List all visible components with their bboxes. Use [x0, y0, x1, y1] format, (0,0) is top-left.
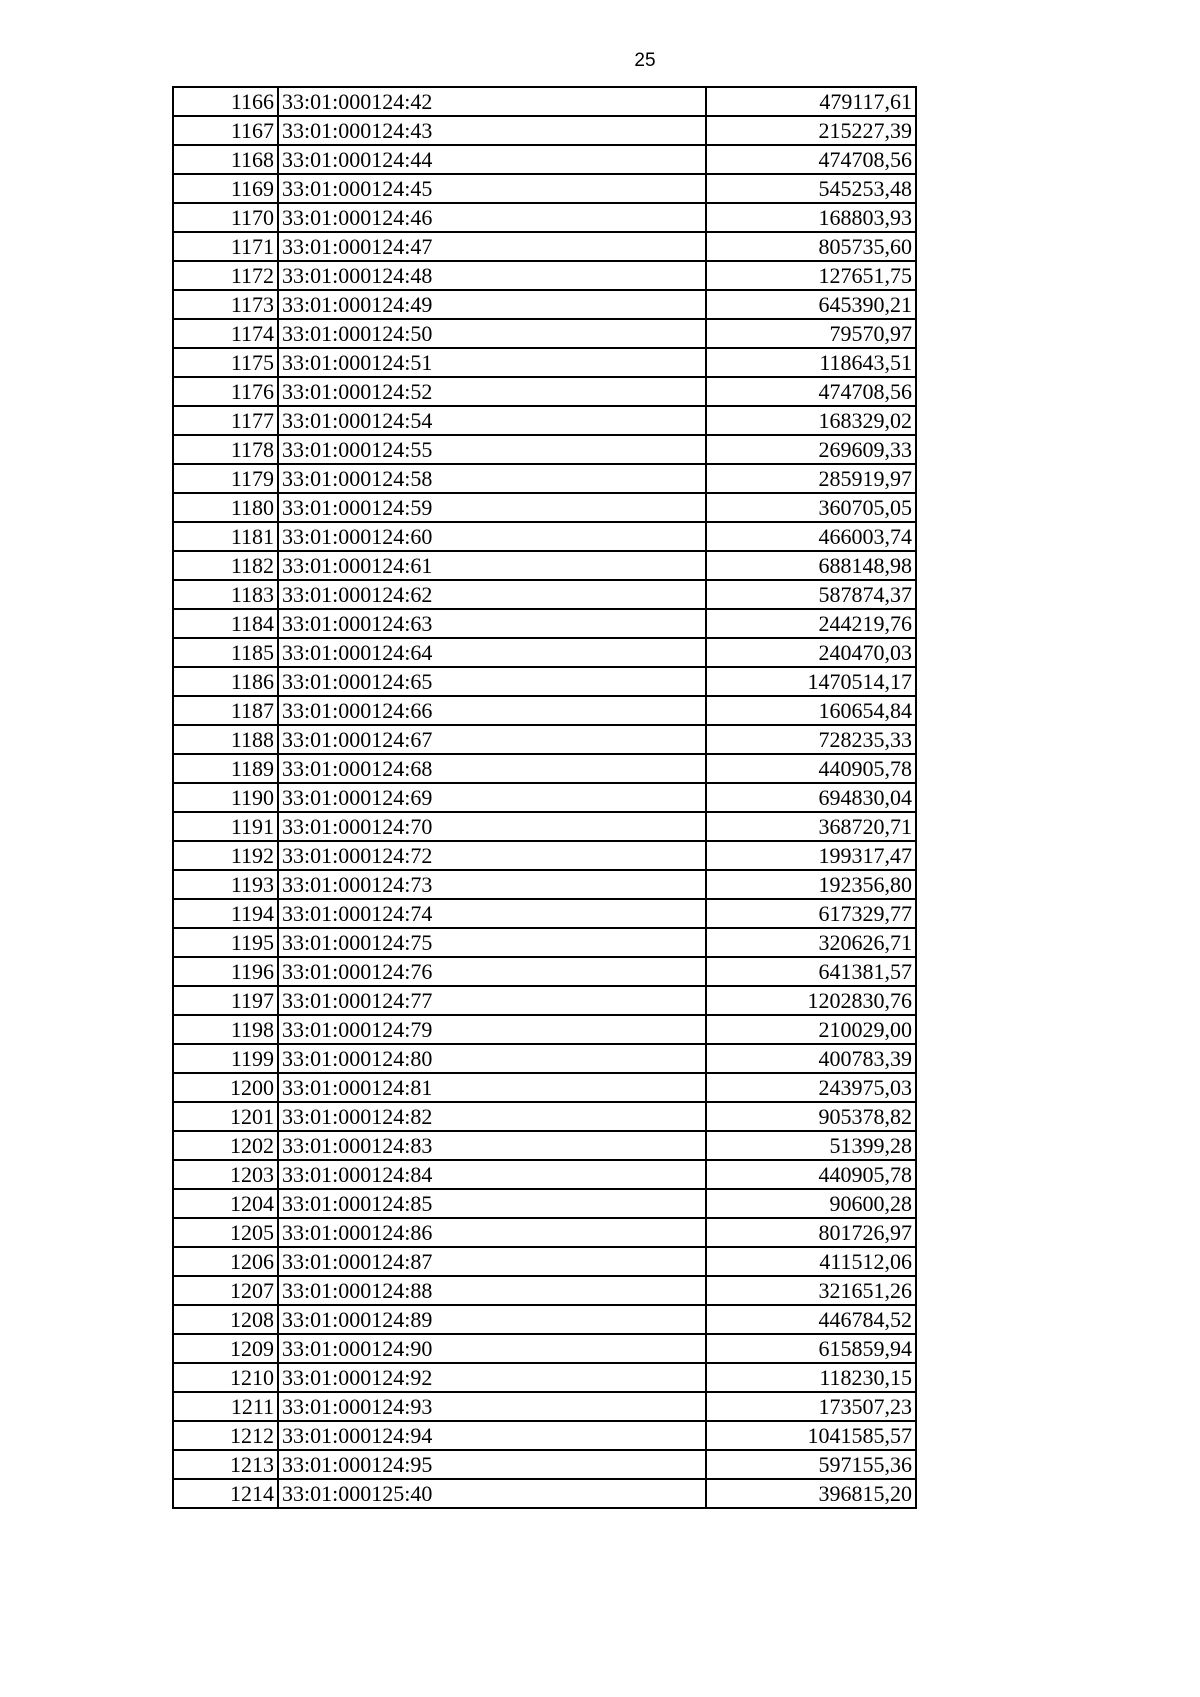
cadastral-number-cell: 33:01:000124:60 [278, 522, 706, 551]
row-number-cell: 1206 [173, 1247, 278, 1276]
table-row [173, 1015, 916, 1044]
table-row [173, 580, 916, 609]
table-row [173, 928, 916, 957]
cadastral-number-cell: 33:01:000124:85 [278, 1189, 706, 1218]
cadastral-value-cell: 615859,94 [706, 1334, 916, 1363]
table-row [173, 1421, 916, 1450]
cadastral-number-cell: 33:01:000124:67 [278, 725, 706, 754]
cadastral-number-cell: 33:01:000124:73 [278, 870, 706, 899]
table-row [173, 87, 916, 116]
cadastral-number-cell: 33:01:000124:49 [278, 290, 706, 319]
table-row [173, 522, 916, 551]
cadastral-value-cell: 545253,48 [706, 174, 916, 203]
cadastral-value-cell: 118230,15 [706, 1363, 916, 1392]
cadastral-value-cell: 285919,97 [706, 464, 916, 493]
row-number-cell: 1177 [173, 406, 278, 435]
cadastral-number-cell: 33:01:000124:43 [278, 116, 706, 145]
cadastral-number-cell: 33:01:000124:46 [278, 203, 706, 232]
cadastral-number-cell: 33:01:000124:77 [278, 986, 706, 1015]
table-row [173, 667, 916, 696]
row-number-cell: 1184 [173, 609, 278, 638]
table-row [173, 1276, 916, 1305]
cadastral-number-cell: 33:01:000124:88 [278, 1276, 706, 1305]
cadastral-value-cell: 728235,33 [706, 725, 916, 754]
table-row [173, 725, 916, 754]
cadastral-number-cell: 33:01:000124:93 [278, 1392, 706, 1421]
row-number-cell: 1195 [173, 928, 278, 957]
cadastral-number-cell: 33:01:000124:51 [278, 348, 706, 377]
table-row [173, 261, 916, 290]
cadastral-value-cell: 1470514,17 [706, 667, 916, 696]
table-row [173, 1102, 916, 1131]
cadastral-value-cell: 905378,82 [706, 1102, 916, 1131]
row-number-cell: 1187 [173, 696, 278, 725]
cadastral-number-cell: 33:01:000124:72 [278, 841, 706, 870]
cadastral-value-cell: 688148,98 [706, 551, 916, 580]
cadastral-number-cell: 33:01:000124:45 [278, 174, 706, 203]
cadastral-value-cell: 192356,80 [706, 870, 916, 899]
cadastral-number-cell: 33:01:000124:76 [278, 957, 706, 986]
cadastral-number-cell: 33:01:000124:65 [278, 667, 706, 696]
cadastral-number-cell: 33:01:000124:58 [278, 464, 706, 493]
table-row [173, 1160, 916, 1189]
cadastral-value-cell: 320626,71 [706, 928, 916, 957]
row-number-cell: 1212 [173, 1421, 278, 1450]
table-row [173, 812, 916, 841]
cadastral-value-cell: 173507,23 [706, 1392, 916, 1421]
row-number-cell: 1170 [173, 203, 278, 232]
row-number-cell: 1209 [173, 1334, 278, 1363]
table-row [173, 1189, 916, 1218]
row-number-cell: 1189 [173, 754, 278, 783]
cadastral-number-cell: 33:01:000125:40 [278, 1479, 706, 1508]
row-number-cell: 1166 [173, 87, 278, 116]
cadastral-number-cell: 33:01:000124:84 [278, 1160, 706, 1189]
cadastral-number-cell: 33:01:000124:94 [278, 1421, 706, 1450]
cadastral-value-cell: 1202830,76 [706, 986, 916, 1015]
cadastral-value-cell: 1041585,57 [706, 1421, 916, 1450]
cadastral-value-cell: 199317,47 [706, 841, 916, 870]
cadastral-number-cell: 33:01:000124:63 [278, 609, 706, 638]
cadastral-number-cell: 33:01:000124:59 [278, 493, 706, 522]
table-row [173, 203, 916, 232]
row-number-cell: 1207 [173, 1276, 278, 1305]
cadastral-number-cell: 33:01:000124:47 [278, 232, 706, 261]
cadastral-number-cell: 33:01:000124:52 [278, 377, 706, 406]
table-row [173, 464, 916, 493]
cadastral-value-cell: 466003,74 [706, 522, 916, 551]
cadastral-number-cell: 33:01:000124:90 [278, 1334, 706, 1363]
cadastral-number-cell: 33:01:000124:61 [278, 551, 706, 580]
table-row [173, 609, 916, 638]
cadastral-number-cell: 33:01:000124:44 [278, 145, 706, 174]
row-number-cell: 1211 [173, 1392, 278, 1421]
cadastral-value-cell: 446784,52 [706, 1305, 916, 1334]
table-row [173, 1218, 916, 1247]
table-row [173, 1044, 916, 1073]
row-number-cell: 1190 [173, 783, 278, 812]
cadastral-value-cell: 90600,28 [706, 1189, 916, 1218]
cadastral-number-cell: 33:01:000124:79 [278, 1015, 706, 1044]
row-number-cell: 1196 [173, 957, 278, 986]
cadastral-number-cell: 33:01:000124:89 [278, 1305, 706, 1334]
cadastral-number-cell: 33:01:000124:95 [278, 1450, 706, 1479]
table-row [173, 1334, 916, 1363]
row-number-cell: 1199 [173, 1044, 278, 1073]
cadastral-number-cell: 33:01:000124:68 [278, 754, 706, 783]
table-row [173, 841, 916, 870]
page-number: 25 [634, 50, 656, 71]
table-row [173, 754, 916, 783]
cadastral-value-cell: 269609,33 [706, 435, 916, 464]
table-row [173, 290, 916, 319]
table-row [173, 1247, 916, 1276]
cadastral-number-cell: 33:01:000124:69 [278, 783, 706, 812]
cadastral-number-cell: 33:01:000124:62 [278, 580, 706, 609]
row-number-cell: 1202 [173, 1131, 278, 1160]
row-number-cell: 1198 [173, 1015, 278, 1044]
row-number-cell: 1182 [173, 551, 278, 580]
table-row [173, 145, 916, 174]
cadastral-value-cell: 694830,04 [706, 783, 916, 812]
cadastral-value-cell: 243975,03 [706, 1073, 916, 1102]
cadastral-value-cell: 400783,39 [706, 1044, 916, 1073]
cadastral-value-cell: 645390,21 [706, 290, 916, 319]
table-row [173, 232, 916, 261]
cadastral-number-cell: 33:01:000124:66 [278, 696, 706, 725]
cadastral-number-cell: 33:01:000124:54 [278, 406, 706, 435]
cadastral-value-cell: 474708,56 [706, 377, 916, 406]
cadastral-value-cell: 168329,02 [706, 406, 916, 435]
table-row [173, 174, 916, 203]
cadastral-number-cell: 33:01:000124:48 [278, 261, 706, 290]
cadastral-value-cell: 597155,36 [706, 1450, 916, 1479]
row-number-cell: 1171 [173, 232, 278, 261]
row-number-cell: 1208 [173, 1305, 278, 1334]
table-row [173, 1450, 916, 1479]
cadastral-number-cell: 33:01:000124:87 [278, 1247, 706, 1276]
cadastral-value-cell: 118643,51 [706, 348, 916, 377]
cadastral-value-cell: 240470,03 [706, 638, 916, 667]
row-number-cell: 1192 [173, 841, 278, 870]
cadastral-value-cell: 360705,05 [706, 493, 916, 522]
row-number-cell: 1194 [173, 899, 278, 928]
row-number-cell: 1175 [173, 348, 278, 377]
table-row [173, 493, 916, 522]
cadastral-value-cell: 160654,84 [706, 696, 916, 725]
table-row [173, 1479, 916, 1508]
row-number-cell: 1172 [173, 261, 278, 290]
row-number-cell: 1180 [173, 493, 278, 522]
table-row [173, 899, 916, 928]
cadastral-value-cell: 440905,78 [706, 1160, 916, 1189]
row-number-cell: 1210 [173, 1363, 278, 1392]
cadastral-number-cell: 33:01:000124:75 [278, 928, 706, 957]
row-number-cell: 1191 [173, 812, 278, 841]
table-row [173, 116, 916, 145]
row-number-cell: 1181 [173, 522, 278, 551]
table-row [173, 348, 916, 377]
row-number-cell: 1213 [173, 1450, 278, 1479]
cadastral-number-cell: 33:01:000124:86 [278, 1218, 706, 1247]
cadastral-value-cell: 805735,60 [706, 232, 916, 261]
cadastral-value-cell: 641381,57 [706, 957, 916, 986]
table-body [173, 87, 916, 1508]
table-row [173, 1305, 916, 1334]
row-number-cell: 1173 [173, 290, 278, 319]
cadastral-number-cell: 33:01:000124:64 [278, 638, 706, 667]
row-number-cell: 1183 [173, 580, 278, 609]
cadastral-number-cell: 33:01:000124:70 [278, 812, 706, 841]
cadastral-number-cell: 33:01:000124:50 [278, 319, 706, 348]
row-number-cell: 1169 [173, 174, 278, 203]
cadastral-value-cell: 587874,37 [706, 580, 916, 609]
table-row [173, 783, 916, 812]
row-number-cell: 1200 [173, 1073, 278, 1102]
cadastral-value-cell: 51399,28 [706, 1131, 916, 1160]
table-row [173, 1392, 916, 1421]
row-number-cell: 1167 [173, 116, 278, 145]
cadastral-value-cell: 617329,77 [706, 899, 916, 928]
table-row [173, 696, 916, 725]
table-row [173, 957, 916, 986]
cadastral-value-cell: 321651,26 [706, 1276, 916, 1305]
cadastral-number-cell: 33:01:000124:80 [278, 1044, 706, 1073]
cadastral-value-cell: 396815,20 [706, 1479, 916, 1508]
cadastral-number-cell: 33:01:000124:74 [278, 899, 706, 928]
cadastral-number-cell: 33:01:000124:42 [278, 87, 706, 116]
cadastral-number-cell: 33:01:000124:55 [278, 435, 706, 464]
table-row [173, 1363, 916, 1392]
table-row [173, 986, 916, 1015]
cadastral-value-cell: 440905,78 [706, 754, 916, 783]
table-row [173, 435, 916, 464]
cadastral-value-cell: 168803,93 [706, 203, 916, 232]
row-number-cell: 1188 [173, 725, 278, 754]
row-number-cell: 1168 [173, 145, 278, 174]
cadastral-number-cell: 33:01:000124:82 [278, 1102, 706, 1131]
cadastral-value-cell: 79570,97 [706, 319, 916, 348]
cadastral-value-cell: 368720,71 [706, 812, 916, 841]
cadastral-value-cell: 479117,61 [706, 87, 916, 116]
cadastral-value-cell: 474708,56 [706, 145, 916, 174]
cadastral-value-cell: 215227,39 [706, 116, 916, 145]
table-row [173, 406, 916, 435]
row-number-cell: 1214 [173, 1479, 278, 1508]
table-row [173, 870, 916, 899]
table-row [173, 551, 916, 580]
cadastral-number-cell: 33:01:000124:83 [278, 1131, 706, 1160]
row-number-cell: 1201 [173, 1102, 278, 1131]
row-number-cell: 1197 [173, 986, 278, 1015]
cadastral-value-cell: 127651,75 [706, 261, 916, 290]
row-number-cell: 1174 [173, 319, 278, 348]
row-number-cell: 1185 [173, 638, 278, 667]
cadastral-number-cell: 33:01:000124:92 [278, 1363, 706, 1392]
row-number-cell: 1205 [173, 1218, 278, 1247]
row-number-cell: 1204 [173, 1189, 278, 1218]
cadastral-value-cell: 210029,00 [706, 1015, 916, 1044]
cadastral-value-cell: 244219,76 [706, 609, 916, 638]
row-number-cell: 1186 [173, 667, 278, 696]
table-row [173, 1073, 916, 1102]
table-row [173, 1131, 916, 1160]
table-row [173, 377, 916, 406]
row-number-cell: 1193 [173, 870, 278, 899]
table-row [173, 319, 916, 348]
row-number-cell: 1178 [173, 435, 278, 464]
cadastral-number-cell: 33:01:000124:81 [278, 1073, 706, 1102]
row-number-cell: 1179 [173, 464, 278, 493]
table-row [173, 638, 916, 667]
cadastral-value-cell: 801726,97 [706, 1218, 916, 1247]
cadastral-value-cell: 411512,06 [706, 1247, 916, 1276]
row-number-cell: 1203 [173, 1160, 278, 1189]
row-number-cell: 1176 [173, 377, 278, 406]
cadastral-value-table [172, 86, 917, 1509]
